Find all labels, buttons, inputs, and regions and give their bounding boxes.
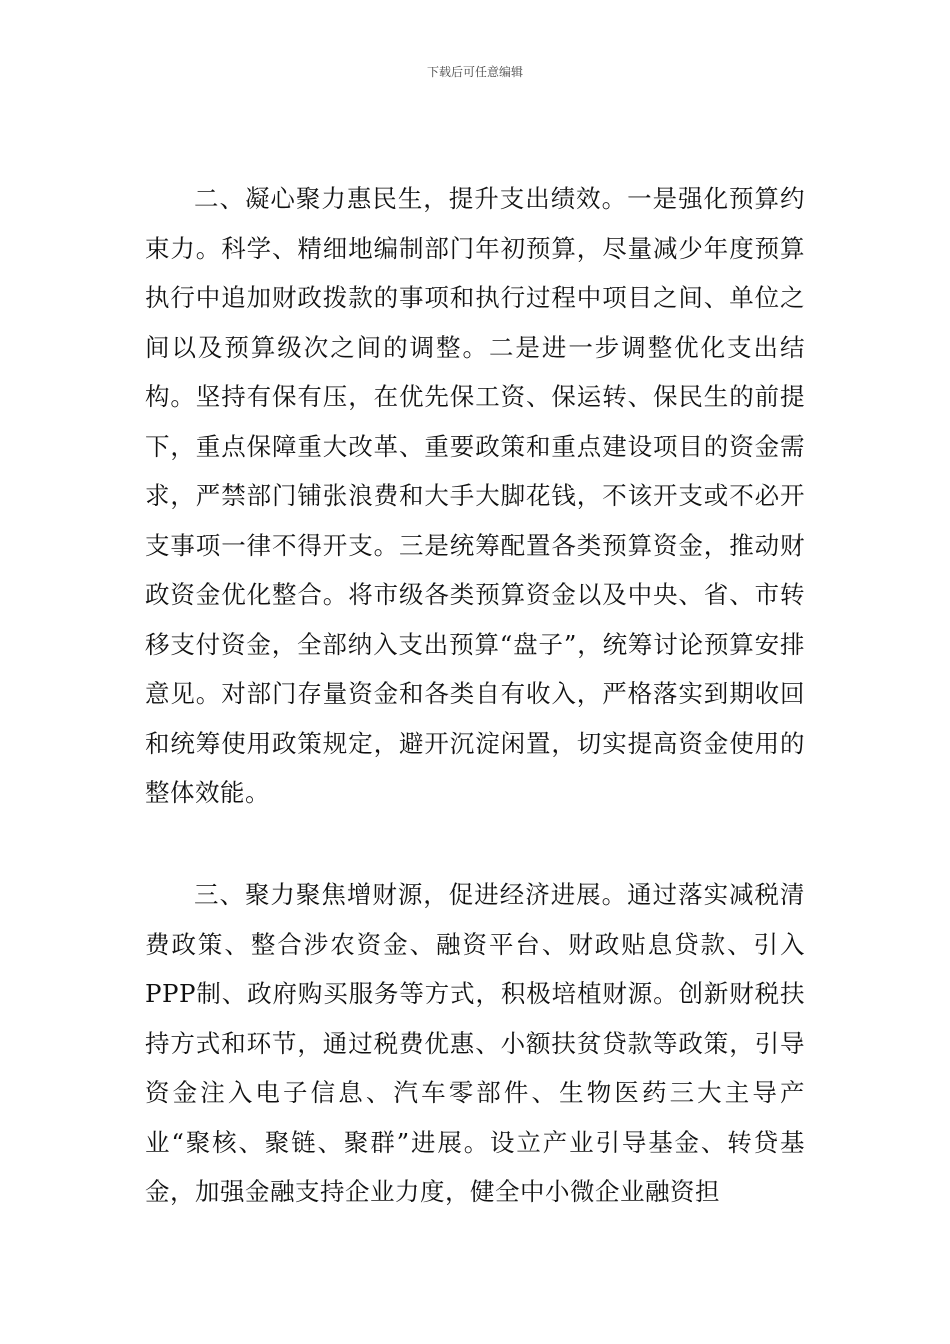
header-note: 下载后可任意编辑 [426,65,523,79]
paragraph-section-two: 二、凝心聚力惠民生，提升支出绩效。一是强化预算约束力。科学、精细地编制部门年初预算，尽量减少年度预算执行中追加财政拨款的事项和执行过程中项目之间、单位之间以及预算级次之间的调整。二是进一步调整优化支出结构。坚持有保有压，在优先保工资、保运转、保民生的前提下，重点保障重大改革、重要政策和重点建设项目的资金需求，严禁部门铺张浪费和大手大脚花钱，不该开支或不必开支事项一律不得开支。三是统筹配置各类预算资金，推动财政资金优化整合。将市级各类预算资金以及中央、省、市转移支付资金，全部纳入支出预算“盘子”，统筹讨论预算安排意见。对部门存量资金和各类自有收入，严格落实到期收回和统筹使用政策规定，避开沉淀闲置，切实提高资金使用的整体效能。 [145,184,805,807]
paragraph-section-three: 三、聚力聚焦增财源，促进经济进展。通过落实减税清费政策、整合涉农资金、融资平台、财政贴息贷款、引入PPP制、政府购买服务等方式，积极培植财源。创新财税扶持方式和环节，通过税费优惠、小额扶贫贷款等政策，引导资金注入电子信息、汽车零部件、生物医药三大主导产业“聚核、聚链、聚群”进展。设立产业引导基金、转贷基金，加强金融支持企业力度，健全中小微企业融资担 [145,880,805,1206]
